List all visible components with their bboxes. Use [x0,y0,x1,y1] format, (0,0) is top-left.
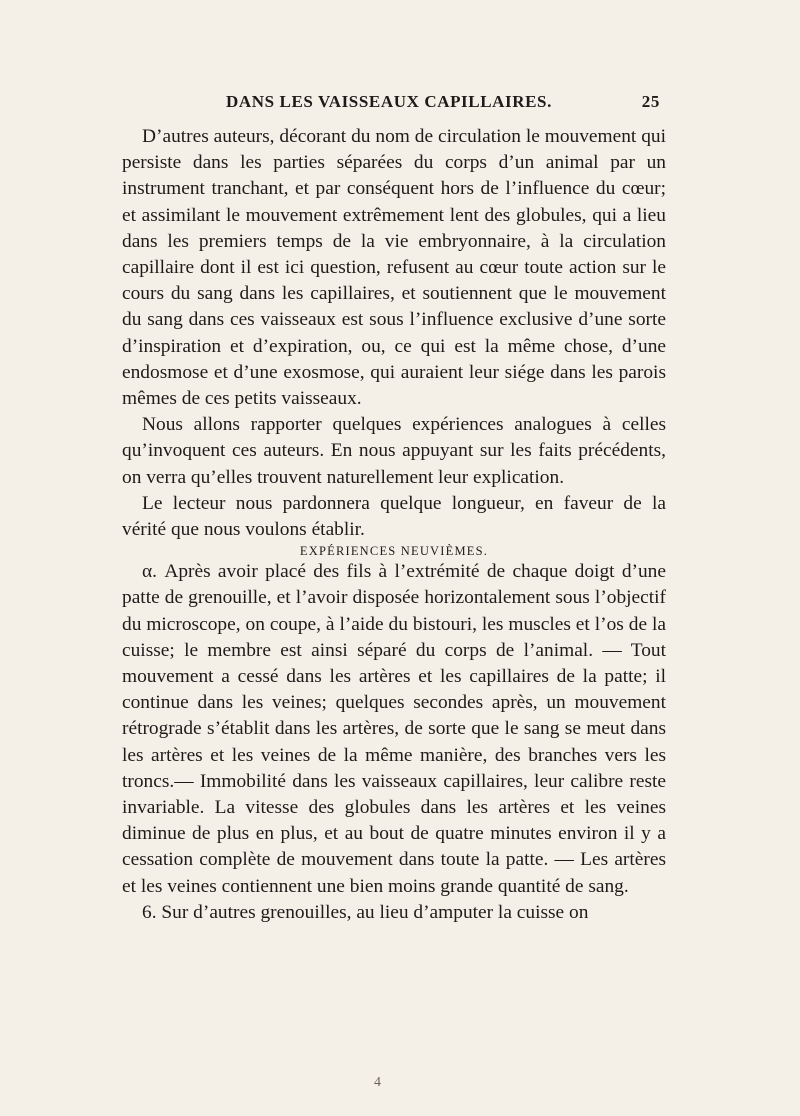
book-page [122,0,666,1116]
body-text [122,124,666,926]
signature-mark: 4 [374,1075,381,1090]
running-head [122,92,666,118]
paragraph: Nous allons rapporter quelques expériences analogues à celles qu’invoquent ces auteurs. En nous appuyant sur les faits précédents, on verra qu’elles trouvent naturellement leur explication. [122,414,666,488]
running-head-title: DANS LES VAISSEAUX CAPILLAIRES. [226,92,552,111]
paragraph: D’autres auteurs, décorant du nom de circulation le mouvement qui persiste dans les parties séparées du corps d’un animal par un instrument tranchant, et par conséquent hors de l’influence du cœur; et assimilant le mouvement extrêmement lent des globules, qui a lieu dans les premiers temps de la vie embryonnaire, à la circulation capillaire dont il est ici question, refusent au cœur toute action sur le cours du sang dans les capillaires, et soutiennent que le mouvement du sang dans ces vaisseaux est sous l’influence exclusive d’une sorte d’inspiration et d’expiration, ou, ce qui est la même chose, d’une endosmose et d’une exosmose, qui auraient leur siége dans les parois mêmes de ces petits vaisseaux. [122,126,666,410]
paragraph: Le lecteur nous pardonnera quelque longueur, en faveur de la vérité que nous voulons établir. [122,492,666,541]
experiment-paragraph: 6. Sur d’autres grenouilles, au lieu d’amputer la cuisse on [142,901,589,923]
page-number: 25 [641,92,660,111]
experiment-paragraph: α. Après avoir placé des fils à l’extrémité de chaque doigt d’une patte de grenouille, et l’avoir disposée horizontalement sous l’objectif du microscope, on coupe, à l’aide du bistouri, les muscles et l’os de la cuisse; le membre est ainsi séparé du corps de l’animal. — Tout mouvement a cessé dans les artères et les capillaires de la patte; il continue dans les veines; quelques secondes après, un mouvement rétrograde s’établit dans les artères, de sorte que le sang se meut dans les artères et les veines de la même manière, des branches vers les troncs.— Immobilité dans les vaisseaux capillaires, leur calibre reste invariable. La vitesse des globules dans les artères et les veines diminue de plus en plus, et au bout de quatre minutes environ il y a cessation complète de mouvement dans toute la patte. — Les artères et les veines contiennent une bien moins grande quantité de sang. [122,561,666,897]
section-heading: EXPÉRIENCES NEUVIÈMES. [299,544,489,559]
